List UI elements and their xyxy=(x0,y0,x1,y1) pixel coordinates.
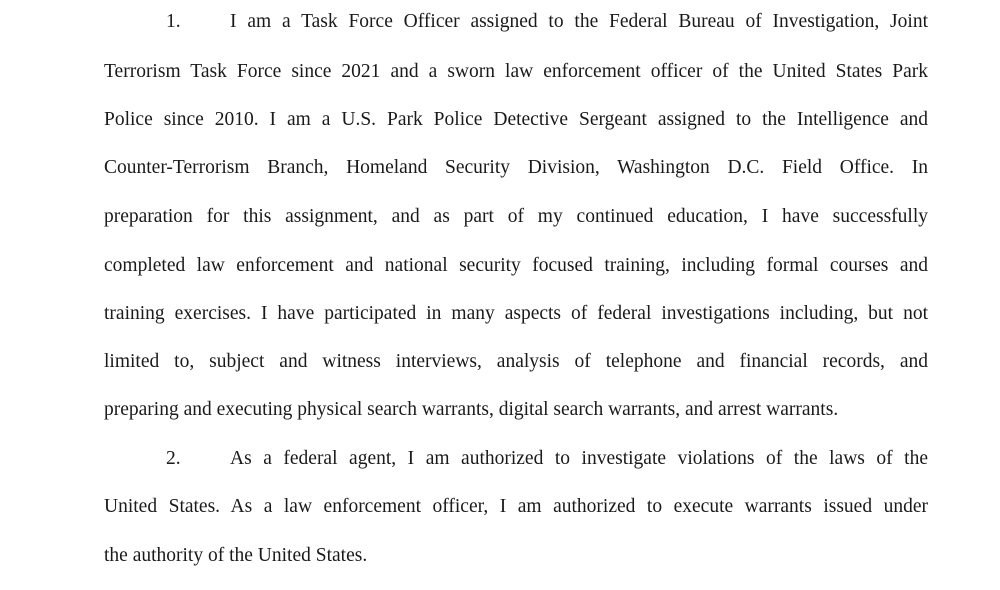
paragraph-2-number: 2. xyxy=(166,448,181,469)
paragraph-2-line-1 xyxy=(166,447,928,471)
paragraph-1-line-7: training exercises. I have participated in many aspects of federal investigations including, but not xyxy=(104,303,928,324)
paragraph-1-line-4: Counter-Terrorism Branch, Homeland Security Division, Washington D.C. Field Office. In xyxy=(104,157,928,178)
paragraph-1-line-5: preparation for this assignment, and as part of my continued education, I have successfully xyxy=(104,206,928,227)
paragraph-1-line-2: Terrorism Task Force since 2021 and a sworn law enforcement officer of the United States Park xyxy=(104,61,928,82)
paragraph-1-line-6: completed law enforcement and national security focused training, including formal courses and xyxy=(104,255,928,276)
paragraph-1-line-1 xyxy=(166,10,928,34)
paragraph-1-line-8: limited to, subject and witness interviews, analysis of telephone and financial records, and xyxy=(104,351,928,372)
paragraph-2-line-2: United States. As a law enforcement officer, I am authorized to execute warrants issued under xyxy=(104,496,928,517)
paragraph-1-line-9: preparing and executing physical search warrants, digital search warrants, and arrest warrants. xyxy=(104,399,839,420)
paragraph-1-line-3: Police since 2010. I am a U.S. Park Police Detective Sergeant assigned to the Intelligence and xyxy=(104,109,928,130)
paragraph-2-line-3: the authority of the United States. xyxy=(104,545,368,566)
paragraph-1-number: 1. xyxy=(166,11,181,32)
paragraph-2-line-1-text: As a federal agent, I am authorized to investigate violations of the laws of the xyxy=(230,448,928,469)
paragraph-1-line-1-text: I am a Task Force Officer assigned to the Federal Bureau of Investigation, Joint xyxy=(230,11,928,32)
